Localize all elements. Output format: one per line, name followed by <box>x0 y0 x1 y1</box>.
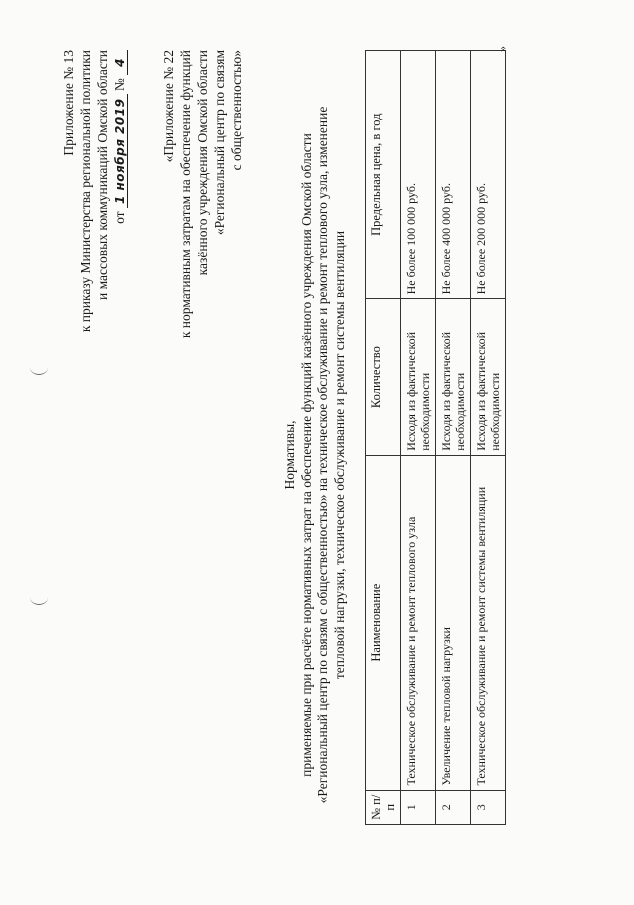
row-number: 2 <box>436 790 471 824</box>
date-prefix: от <box>112 211 127 224</box>
norms-table <box>365 50 506 825</box>
punch-hole-mark <box>30 590 48 605</box>
row-name: Техническое обслуживание и ремонт системы вентиляции <box>471 455 506 790</box>
document-title <box>282 65 348 845</box>
table-header-row <box>366 51 401 825</box>
table-row <box>436 51 471 825</box>
appendix-22-header <box>160 50 245 380</box>
table-row <box>471 51 506 825</box>
col-header-quantity: Количество <box>366 299 401 455</box>
punch-hole-mark <box>30 360 48 375</box>
col-header-name: Наименование <box>366 455 401 790</box>
number-prefix: № <box>112 78 127 92</box>
row-quantity: Исходя из фактической необходимости <box>436 299 471 455</box>
appendix-13-line: и массовых коммуникаций Омской области <box>95 50 110 301</box>
appendix-22-line: казённого учреждения Омской области <box>195 50 210 276</box>
appendix-22-line: с общественностью» <box>229 50 244 171</box>
row-quantity: Исходя из фактической необходимости <box>471 299 506 455</box>
title-line: тепловой нагрузки, техническое обслуживание и ремонт системы вентиляции <box>331 230 347 680</box>
appendix-13-title: Приложение № 13 <box>61 50 76 156</box>
col-header-number: № п/п <box>366 790 401 824</box>
handwritten-date: 1 ноября 2019 <box>113 95 128 209</box>
appendix-13-header <box>60 50 129 470</box>
closing-quote: » <box>495 46 509 52</box>
title-line: «Региональный центр по связям с общественностью» на техническое обслуживание и ремонт теплового узла, изменение <box>315 106 330 804</box>
row-quantity: Исходя из фактической необходимости <box>401 299 436 455</box>
handwritten-number: 4 <box>113 50 128 75</box>
row-name: Увеличение тепловой нагрузки <box>436 455 471 790</box>
row-number: 1 <box>401 790 436 824</box>
table-row <box>401 51 436 825</box>
col-header-price: Предельная цена, в год <box>366 51 401 299</box>
appendix-22-line: к нормативным затратам на обеспечение функций <box>178 50 193 339</box>
title-heading: Нормативы, <box>282 420 297 490</box>
row-price: Не более 100 000 руб. <box>401 51 436 299</box>
appendix-22-line: «Региональный центр по связям <box>212 50 227 236</box>
row-name: Техническое обслуживание и ремонт теплового узла <box>401 455 436 790</box>
appendix-13-date-line <box>111 50 129 470</box>
row-number: 3 <box>471 790 506 824</box>
title-line: применяемые при расчёте нормативных затрат на обеспечение функций казённого учреждения Омской области <box>298 133 314 777</box>
row-price: Не более 200 000 руб. <box>471 51 506 299</box>
row-price: Не более 400 000 руб. <box>436 51 471 299</box>
appendix-13-line: к приказу Министерства региональной политики <box>78 50 93 333</box>
appendix-22-title: «Приложение № 22 <box>161 50 176 163</box>
